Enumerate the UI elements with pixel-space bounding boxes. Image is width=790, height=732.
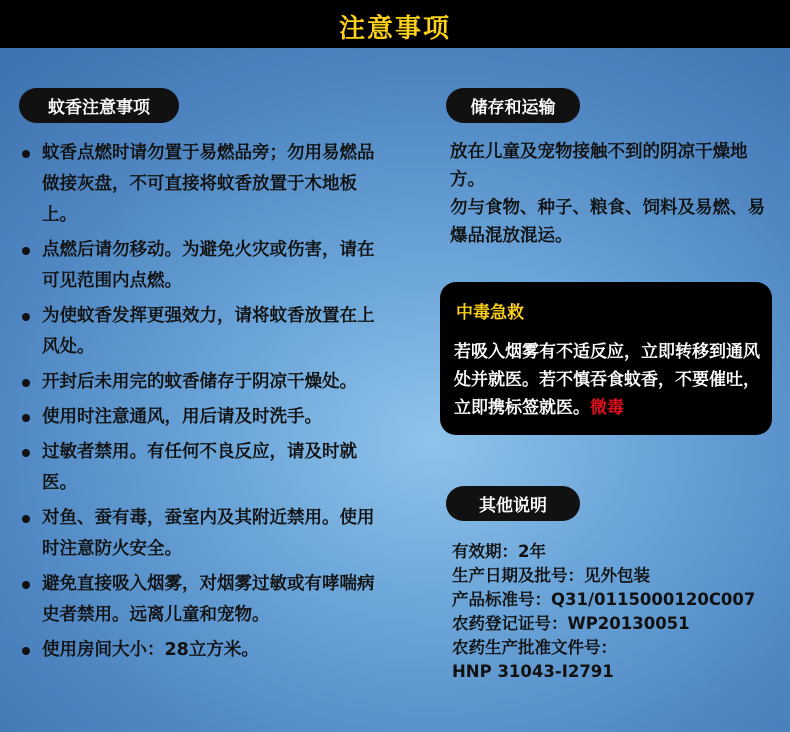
toxicity-label: 微毒	[590, 398, 624, 418]
list-item: 开封后未用完的蚊香储存于阴凉干燥处。	[20, 367, 390, 398]
section-heading-storage: 储存和运输	[446, 88, 580, 123]
bullet-dot-icon	[22, 647, 30, 655]
other-info	[452, 540, 782, 684]
info-line: 产品标准号：Q31/0115000120C007	[452, 590, 756, 609]
list-item: 对鱼、蚕有毒，蚕室内及其附近禁用。使用时注意防火安全。	[20, 503, 390, 565]
storage-line: 放在儿童及宠物接触不到的阴凉干燥地方。	[450, 142, 748, 190]
list-item: 点燃后请勿移动。为避免火灾或伤害，请在可见范围内点燃。	[20, 235, 390, 297]
first-aid-text: 若吸入烟雾有不适反应，立即转移到通风处并就医。若不慎吞食蚊香，不要催吐，立即携标签就医。微毒	[454, 342, 760, 418]
list-item: 避免直接吸入烟雾，对烟雾过敏或有哮喘病史者禁用。远离儿童和宠物。	[20, 569, 390, 631]
list-item: 使用房间大小：28立方米。	[20, 635, 390, 666]
bullet-dot-icon	[22, 414, 30, 422]
list-item: 为使蚊香发挥更强效力，请将蚊香放置在上风处。	[20, 301, 390, 363]
precautions-list	[20, 138, 390, 670]
list-item: 蚊香点燃时请勿置于易燃品旁；勿用易燃品做接灰盘，不可直接将蚊香放置于木地板上。	[20, 138, 390, 231]
bullet-dot-icon	[22, 150, 30, 158]
storage-line: 勿与食物、种子、粮食、饲料及易燃、易爆品混放混运。	[450, 198, 765, 246]
info-line: 有效期：2年	[452, 542, 546, 561]
bullet-dot-icon	[22, 313, 30, 321]
bullet-dot-icon	[22, 515, 30, 523]
info-line: HNP 31043-I2791	[452, 662, 614, 681]
bullet-dot-icon	[22, 449, 30, 457]
storage-text	[450, 138, 780, 250]
bullet-dot-icon	[22, 581, 30, 589]
first-aid-box	[440, 282, 772, 435]
section-heading-other: 其他说明	[446, 486, 580, 521]
top-banner	[0, 0, 790, 48]
bullet-dot-icon	[22, 379, 30, 387]
first-aid-heading: 中毒急救	[456, 303, 524, 323]
section-heading-precautions: 蚊香注意事项	[19, 88, 179, 123]
bullet-dot-icon	[22, 247, 30, 255]
info-line: 生产日期及批号：见外包装	[452, 566, 650, 585]
info-line: 农药登记证号：WP20130051	[452, 614, 690, 633]
banner-title: 注意事项	[338, 13, 451, 44]
list-item: 使用时注意通风，用后请及时洗手。	[20, 402, 390, 433]
list-item: 过敏者禁用。有任何不良反应，请及时就医。	[20, 437, 390, 499]
info-line: 农药生产批准文件号：	[452, 638, 617, 657]
